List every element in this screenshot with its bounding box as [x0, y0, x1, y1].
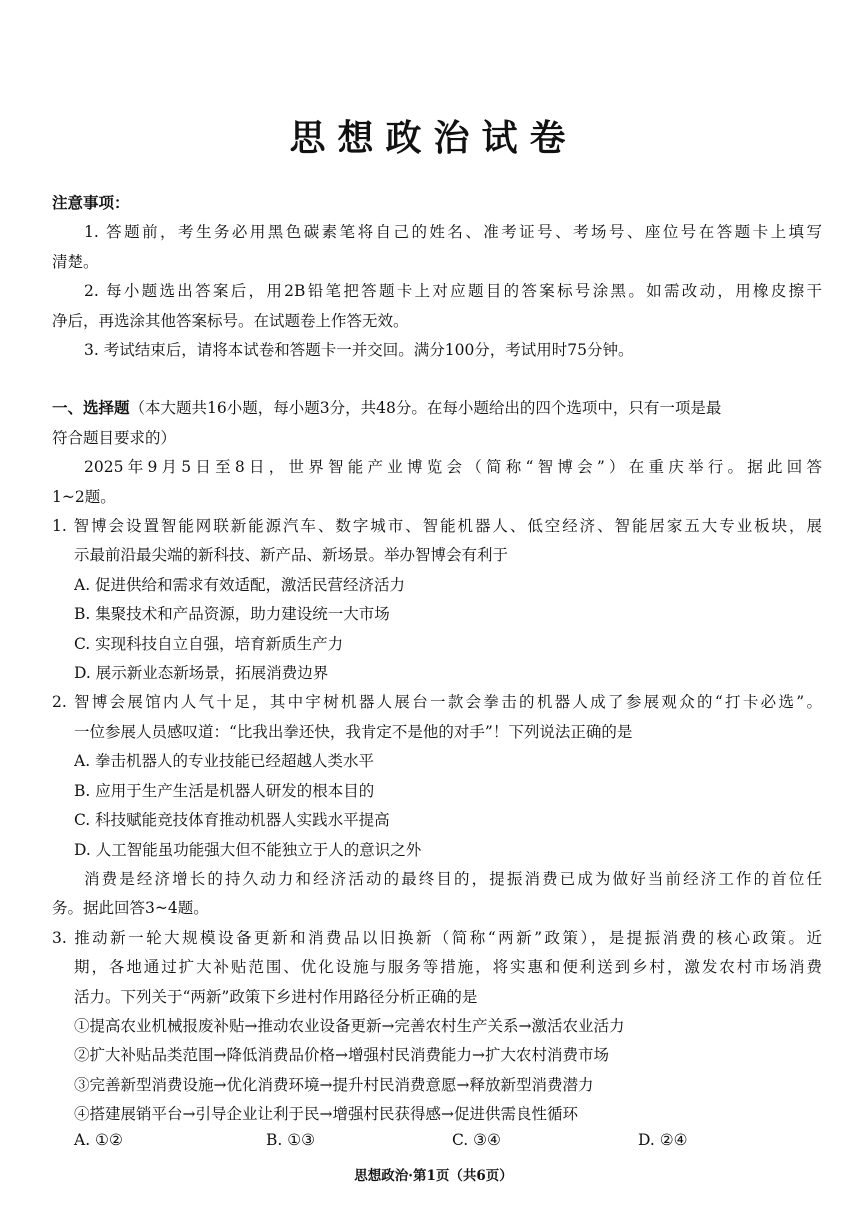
q3-option-a: A. ①②	[74, 1131, 123, 1149]
q1-option-c: C. 实现科技自立自强，培育新质生产力	[74, 635, 344, 653]
page-footer: 思想政治·第1页（共6页）	[354, 1168, 513, 1184]
notice-item-2-line-2: 净后，再选涂其他答案标号。在试题卷上作答无效。	[52, 312, 409, 330]
section-1-desc-line-2: 符合题目要求的）	[52, 429, 177, 447]
section-1-heading: 一、选择题	[52, 398, 130, 417]
q2-stem-line-2: 一位参展人员感叹道：“比我出拳还快，我肯定不是他的对手”！下列说法正确的是	[74, 723, 633, 741]
section-1-intro	[52, 398, 822, 418]
q1-stem-line-1: 1. 智博会设置智能网联新能源汽车、数字城市、智能机器人、低空经济、智能居家五大专业板块，展	[52, 517, 822, 535]
material-1-line-2: 1~2题。	[52, 488, 116, 506]
material-2-line-2: 务。据此回答3~4题。	[52, 899, 209, 917]
q3-item-1: ①提高农业机械报废补贴→推动农业设备更新→完善农村生产关系→激活农业活力	[74, 1017, 625, 1035]
q3-item-2: ②扩大补贴品类范围→降低消费品价格→增强村民消费能力→扩大农村消费市场	[74, 1046, 609, 1064]
q1-option-d: D. 展示新业态新场景，拓展消费边界	[74, 664, 329, 682]
notice-item-3: 3. 考试结束后，请将本试卷和答题卡一并交回。满分100分，考试用时75分钟。	[84, 341, 634, 359]
q2-option-d: D. 人工智能虽功能强大但不能独立于人的意识之外	[74, 841, 422, 859]
notice-item-1-line-1: 1. 答题前，考生务必用黑色碳素笔将自己的姓名、准考证号、考场号、座位号在答题卡上填写	[84, 223, 822, 241]
q3-item-4: ④搭建展销平台→引导企业让利于民→增强村民获得感→促进供需良性循环	[74, 1105, 578, 1123]
q3-option-d: D. ②④	[638, 1131, 688, 1149]
section-1-desc-line-1: （本大题共16小题，每小题3分，共48分。在每小题给出的四个选项中，只有一项是最	[129, 399, 722, 417]
q1-option-b: B. 集聚技术和产品资源，助力建设统一大市场	[74, 605, 390, 623]
material-1-line-1: 2025年9月5日至8日，世界智能产业博览会（简称“智博会”）在重庆举行。据此回答	[84, 458, 822, 476]
notice-item-1-line-2: 清楚。	[52, 253, 99, 271]
q3-stem-line-1: 3. 推动新一轮大规模设备更新和消费品以旧换新（简称“两新”政策），是提振消费的核心政策。近	[52, 929, 822, 947]
material-2-line-1: 消费是经济增长的持久动力和经济活动的最终目的，提振消费已成为做好当前经济工作的首位任	[84, 870, 822, 888]
q3-item-3: ③完善新型消费设施→优化消费环境→提升村民消费意愿→释放新型消费潜力	[74, 1076, 594, 1094]
q3-stem-line-2: 期，各地通过扩大补贴范围、优化设施与服务等措施，将实惠和便利送到乡村，激发农村市场消费	[74, 958, 822, 976]
q3-option-c: C. ③④	[452, 1131, 501, 1149]
q3-stem-line-3: 活力。下列关于“两新”政策下乡进村作用路径分析正确的是	[74, 988, 478, 1006]
q2-option-b: B. 应用于生产生活是机器人研发的根本目的	[74, 782, 375, 800]
notice-item-2-line-1: 2. 每小题选出答案后，用2B铅笔把答题卡上对应题目的答案标号涂黑。如需改动，用橡皮擦干	[84, 282, 822, 300]
page-title: 思想政治试卷	[289, 117, 578, 159]
notice-heading: 注意事项：	[52, 193, 130, 212]
q2-option-c: C. 科技赋能竞技体育推动机器人实践水平提高	[74, 811, 390, 829]
q1-option-a: A. 促进供给和需求有效适配，激活民营经济活力	[74, 576, 406, 594]
q2-option-a: A. 拳击机器人的专业技能已经超越人类水平	[74, 752, 375, 770]
q3-option-b: B. ①③	[266, 1131, 316, 1149]
q1-stem-line-2: 示最前沿最尖端的新科技、新产品、新场景。举办智博会有利于	[74, 546, 509, 564]
q2-stem-line-1: 2. 智博会展馆内人气十足，其中宇树机器人展台一款会拳击的机器人成了参展观众的“打卡必选”。	[52, 693, 822, 711]
